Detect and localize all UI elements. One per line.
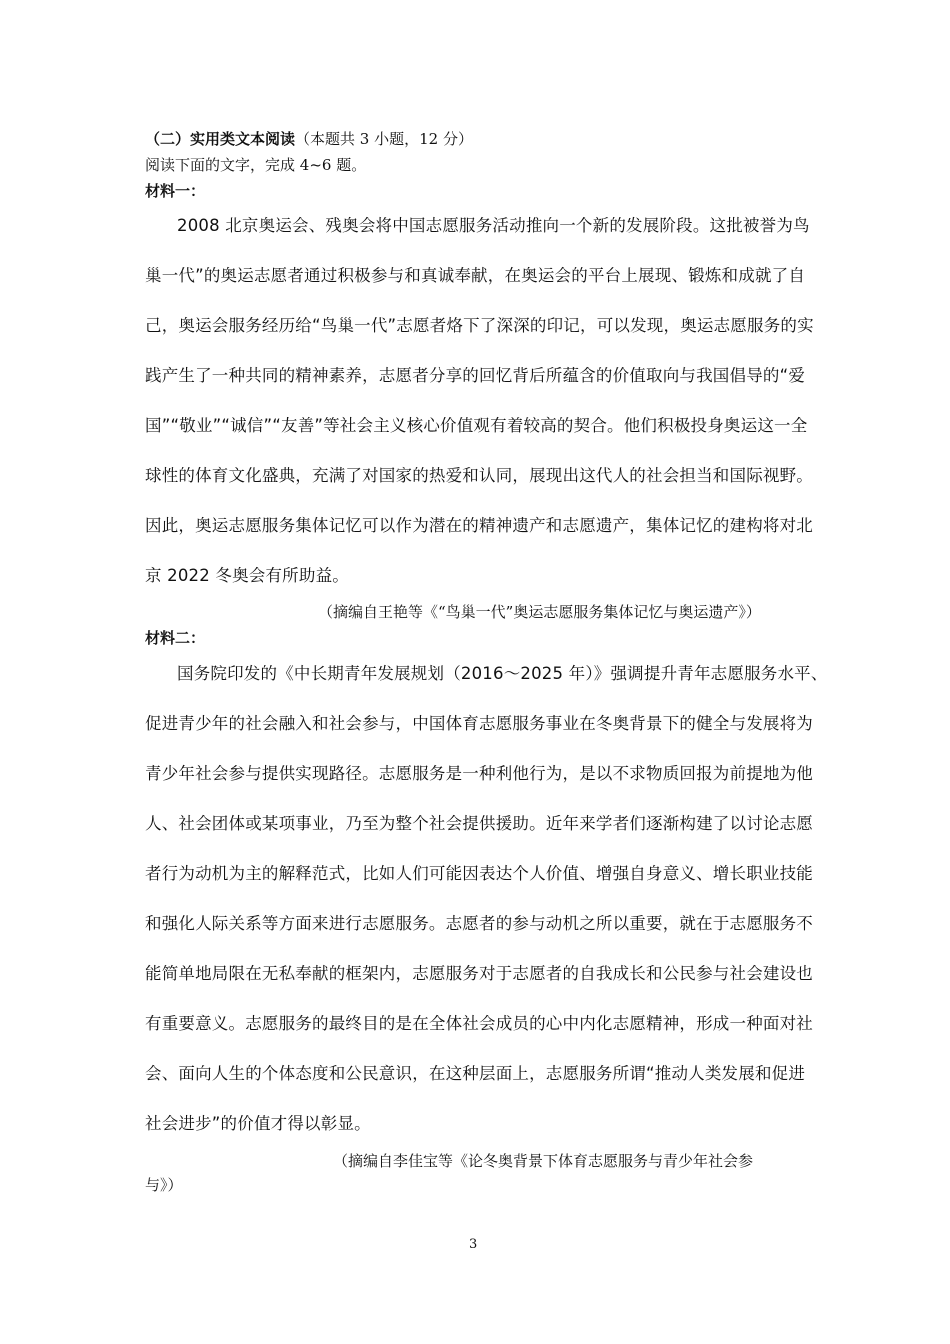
material-one-line: 己，奥运会服务经历给“鸟巢一代”志愿者烙下了深深的印记，可以发现，奥运志愿服务的实 (145, 316, 814, 335)
material-one-line: 京 2022 冬奥会有所助益。 (145, 566, 349, 585)
material-one-line: 国”“敬业”“诚信”“友善”等社会主义核心价值观有着较高的契合。他们积极投身奥运这一全 (145, 416, 808, 435)
section-title: （二）实用类文本阅读 (145, 130, 296, 148)
material-one-line: 践产生了一种共同的精神素养，志愿者分享的回忆背后所蕴含的价值取向与我国倡导的“爱 (145, 366, 806, 385)
material-two-line: 会、面向人生的个体态度和公民意识，在这种层面上，志愿服务所谓“推动人类发展和促进 (145, 1064, 806, 1083)
material-one-label: 材料一： (145, 182, 206, 200)
material-two-label: 材料二： (145, 629, 206, 647)
material-two-source-continued: 与》） (145, 1176, 183, 1194)
material-one-line: 因此，奥运志愿服务集体记忆可以作为潜在的精神遗产和志愿遗产，集体记忆的建构将对北 (145, 516, 813, 535)
material-two-line: 能简单地局限在无私奉献的框架内，志愿服务对于志愿者的自我成长和公民参与社会建设也 (145, 964, 813, 983)
section-meta: （本题共 3 小题，12 分） (295, 130, 473, 148)
material-two-line: 国务院印发的《中长期青年发展规划（2016～2025 年）》强调提升青年志愿服务水平、 (177, 664, 828, 683)
material-two-line: 者行为动机为主的解释范式，比如人们可能因表达个人价值、增强自身意义、增长职业技能 (145, 864, 813, 883)
material-one-source: （摘编自王艳等《“鸟巢一代”奥运志愿服务集体记忆与奥运遗产》） (318, 603, 761, 621)
material-two-line: 和强化人际关系等方面来进行志愿服务。志愿者的参与动机之所以重要，就在于志愿服务不 (145, 914, 813, 933)
material-two-line: 人、社会团体或某项事业，乃至为整个社会提供援助。近年来学者们逐渐构建了以讨论志愿 (145, 814, 813, 833)
material-one-line: 2008 北京奥运会、残奥会将中国志愿服务活动推向一个新的发展阶段。这批被誉为鸟 (177, 216, 810, 235)
material-two-line: 有重要意义。志愿服务的最终目的是在全体社会成员的心中内化志愿精神，形成一种面对社 (145, 1014, 813, 1033)
reading-instruction: 阅读下面的文字，完成 4~6 题。 (145, 156, 367, 174)
material-one-line: 巢一代”的奥运志愿者通过积极参与和真诚奉献，在奥运会的平台上展现、锻炼和成就了自 (145, 266, 806, 285)
material-two-source: （摘编自李佳宝等《论冬奥背景下体育志愿服务与青少年社会参 (333, 1152, 754, 1170)
material-two-line: 促进青少年的社会融入和社会参与，中国体育志愿服务事业在冬奥背景下的健全与发展将为 (145, 714, 813, 733)
section-heading (145, 128, 473, 149)
material-two-line: 青少年社会参与提供实现路径。志愿服务是一种利他行为，是以不求物质回报为前提地为他 (145, 764, 813, 783)
page-number: 3 (469, 1237, 478, 1252)
material-one-line: 球性的体育文化盛典，充满了对国家的热爱和认同，展现出这代人的社会担当和国际视野。 (145, 466, 813, 485)
material-two-line: 社会进步”的价值才得以彰显。 (145, 1114, 371, 1133)
